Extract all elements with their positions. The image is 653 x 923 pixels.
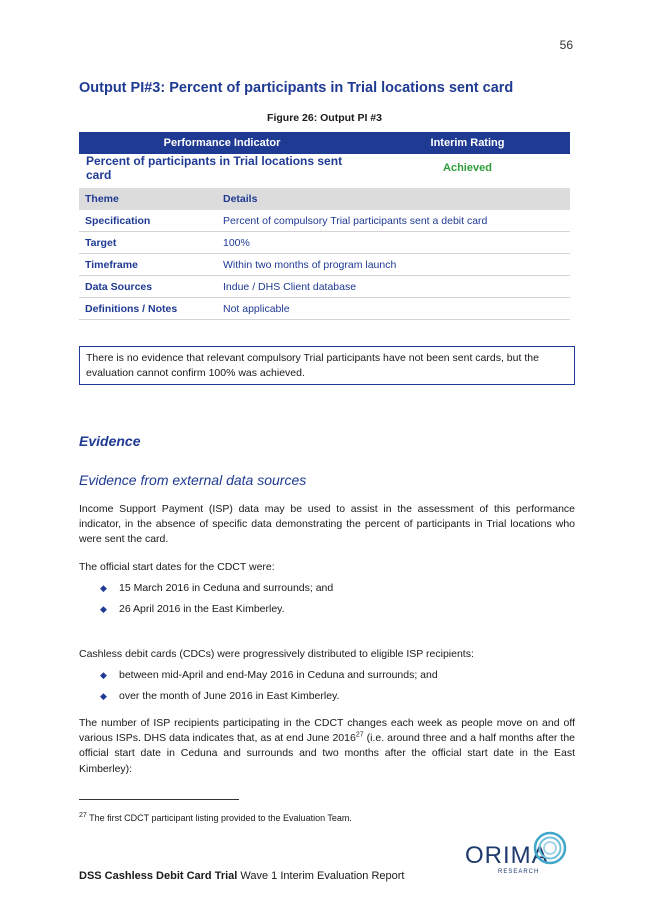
logo-ring-icon — [533, 831, 567, 865]
theme-cell: Definitions / Notes — [79, 298, 217, 320]
logo-wordmark: ORIMA — [465, 842, 549, 869]
pi-table-row — [79, 154, 570, 182]
logo-subtext: RESEARCH — [498, 869, 540, 875]
list-item-text: over the month of June 2016 in East Kimberley. — [119, 690, 340, 702]
pi-rating-badge: Achieved — [443, 162, 492, 174]
table-row — [79, 210, 570, 232]
paragraph-text: The number of ISP recipients participating in the CDCT changes each week as people move on and off various ISPs. DHS data indicates that, as at end June 2016 — [79, 717, 575, 745]
details-cell: 100% — [217, 232, 570, 254]
details-header-theme: Theme — [79, 188, 217, 210]
footnote-number: 27 — [79, 812, 87, 819]
page-footer — [79, 870, 404, 882]
external-data-heading: Evidence from external data sources — [79, 472, 307, 488]
list-item — [79, 686, 575, 707]
section-heading: Output PI#3: Percent of participants in Trial locations sent card — [79, 80, 514, 96]
footnote-divider — [79, 799, 239, 800]
page-number: 56 — [559, 38, 573, 52]
evidence-heading: Evidence — [79, 433, 141, 449]
list-item-text: 26 April 2016 in the East Kimberley. — [119, 603, 285, 615]
note-box: There is no evidence that relevant compulsory Trial participants have not been sent cards, but the evaluation cannot confirm 100% was achieved. — [79, 346, 575, 385]
details-cell: Indue / DHS Client database — [217, 276, 570, 298]
theme-cell: Specification — [79, 210, 217, 232]
list-item-text: between mid-April and end-May 2016 in Ceduna and surrounds; and — [119, 669, 438, 681]
theme-cell: Timeframe — [79, 254, 217, 276]
diamond-bullet-icon: ◆ — [100, 691, 107, 701]
list-item — [79, 665, 575, 686]
list-item-text: 15 March 2016 in Ceduna and surrounds; and — [119, 582, 334, 594]
list-item — [79, 599, 575, 620]
paragraph-isp-recipients — [79, 716, 575, 777]
table-row — [79, 254, 570, 276]
diamond-bullet-icon: ◆ — [100, 604, 107, 614]
pi-header-indicator: Performance Indicator — [163, 137, 281, 149]
footer-title-bold: DSS Cashless Debit Card Trial — [79, 870, 238, 882]
table-row — [79, 298, 570, 320]
table-row — [79, 276, 570, 298]
details-table — [79, 188, 570, 320]
orima-logo — [465, 834, 575, 880]
diamond-bullet-icon: ◆ — [100, 670, 107, 680]
details-header-details: Details — [217, 188, 570, 210]
paragraph-distribution: Cashless debit cards (CDCs) were progressively distributed to eligible ISP recipients: — [79, 648, 474, 660]
diamond-bullet-icon: ◆ — [100, 583, 107, 593]
figure-caption: Figure 26: Output PI #3 — [267, 112, 382, 124]
pi-header-rating: Interim Rating — [430, 137, 505, 149]
distribution-list — [79, 665, 575, 707]
details-cell: Not applicable — [217, 298, 570, 320]
paragraph-text-cont: (i.e. around three and a half months after the official start date in Ceduna and surrounds and two months after the official start date in the East Kimberley): — [79, 732, 575, 775]
footer-title-rest: Wave 1 Interim Evaluation Report — [237, 870, 405, 882]
pi-table-header — [79, 132, 570, 154]
footnote-ref[interactable]: 27 — [355, 731, 364, 739]
details-cell: Percent of compulsory Trial participants sent a debit card — [217, 210, 570, 232]
paragraph-isp: Income Support Payment (ISP) data may be used to assist in the assessment of this performance indicator, in the absence of specific data demonstrating the percent of participants in Trial locations who were sent the card. — [79, 503, 575, 546]
pi-indicator: Percent of participants in Trial locations sent card — [86, 154, 343, 182]
details-header-row — [79, 188, 570, 210]
theme-cell: Data Sources — [79, 276, 217, 298]
list-item — [79, 578, 575, 599]
paragraph-start-dates: The official start dates for the CDCT were: — [79, 561, 275, 573]
footnote — [79, 813, 352, 823]
footnote-text: The first CDCT participant listing provided to the Evaluation Team. — [86, 813, 352, 823]
theme-cell: Target — [79, 232, 217, 254]
start-dates-list — [79, 578, 575, 620]
details-cell: Within two months of program launch — [217, 254, 570, 276]
table-row — [79, 232, 570, 254]
